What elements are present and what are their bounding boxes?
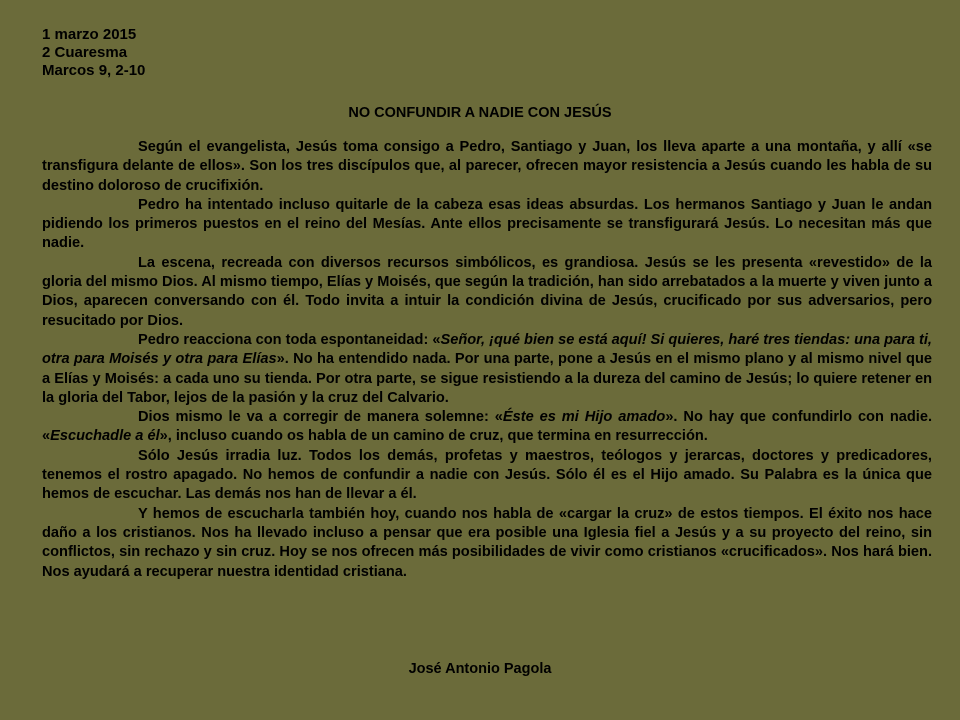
text-run: », incluso cuando os habla de un camino de cruz, que termina en resurrección.	[159, 428, 708, 445]
text-run: Según el evangelista, Jesús toma consigo a Pedro, Santiago y Juan, los lleva aparte a una montaña, y allí «se transfigura delante de ellos». Son los tres discípulos que, al parecer, ofrecen mayor resistencia a Jesús cuando les habla de su destino doloroso de crucifixión.	[42, 139, 932, 194]
text-run: Sólo Jesús irradia luz. Todos los demás, profetas y maestros, teólogos y jerarcas, doctores y predicadores, tenemos el rostro apagado. No hemos de confundir a nadie con Jesús. Sólo él es el Hijo amado. Su Palabra es la única que hemos de escuchar. Las demás nos han de llevar a él.	[42, 447, 932, 503]
text-run: Y hemos de escucharla también hoy, cuando nos habla de «cargar la cruz» de estos tiempos. El éxito nos hace daño a los cristianos. Nos ha llevado incluso a pensar que era posible una Iglesia fiel a Jesús y a su proyecto del reino, sin conflictos, sin rechazo y sin cruz. Hoy se nos ofrecen más posibilidades de vivir como cristianos «crucificados». Nos hará bien. Nos ayudará a recuperar nuestra identidad cristiana.	[42, 505, 932, 580]
body-text	[42, 138, 932, 582]
text-run: Dios mismo le va a corregir de manera solemne: «	[138, 409, 503, 426]
page-title: NO CONFUNDIR A NADIE CON JESÚS	[348, 105, 612, 121]
quoted-speech: Señor, ¡qué bien se está aquí! Si quieres, haré tres tiendas: una para ti, otra para Moisés y otra para Elías	[42, 331, 932, 368]
body-paragraph	[42, 505, 932, 582]
header-block	[42, 26, 145, 80]
date-line: 1 marzo 2015	[42, 26, 137, 43]
body-paragraph	[42, 331, 932, 408]
body-paragraph	[42, 196, 932, 254]
body-paragraph	[42, 254, 932, 331]
quoted-speech: Éste es mi Hijo amado	[502, 409, 666, 426]
text-run: Pedro ha intentado incluso quitarle de la cabeza esas ideas absurdas. Los hermanos Santiago y Juan le andan pidiendo los primeros puestos en el reino del Mesías. Ante ellos precisamente se transfigurará Jesús. Lo necesitan más que nadie.	[42, 196, 932, 252]
body-paragraph	[42, 138, 932, 196]
gospel-reference: Marcos 9, 2-10	[42, 62, 146, 79]
liturgy-line: 2 Cuaresma	[42, 44, 128, 61]
text-run: La escena, recreada con diversos recursos simbólicos, es grandiosa. Jesús se les presenta «revestido» de la gloria del mismo Dios. Al mismo tiempo, Elías y Moisés, que según la tradición, han sido arrebatados a la muerte y viven junto a Dios, aparecen conversando con él. Todo invita a intuir la condición divina de Jesús, crucificado por sus adversarios, pero resucitado por Dios.	[42, 254, 932, 329]
author-signature: José Antonio Pagola	[408, 661, 552, 677]
body-paragraph	[42, 447, 932, 505]
text-run: ». No hay que confundirlo con nadie. «	[42, 409, 932, 445]
body-paragraph	[42, 408, 932, 447]
text-run: Pedro reacciona con toda espontaneidad: «	[138, 331, 441, 348]
quoted-speech: Escuchadle a él	[50, 428, 160, 445]
text-run: ». No ha entendido nada. Por una parte, pone a Jesús en el mismo plano y al mismo nivel que a Elías y Moisés: a cada uno su tienda. Por otra parte, se sigue resistiendo a la dureza del camino de Jesús; lo quiere retener en la gloria del Tabor, lejos de la pasión y la cruz del Calvario.	[42, 351, 932, 406]
